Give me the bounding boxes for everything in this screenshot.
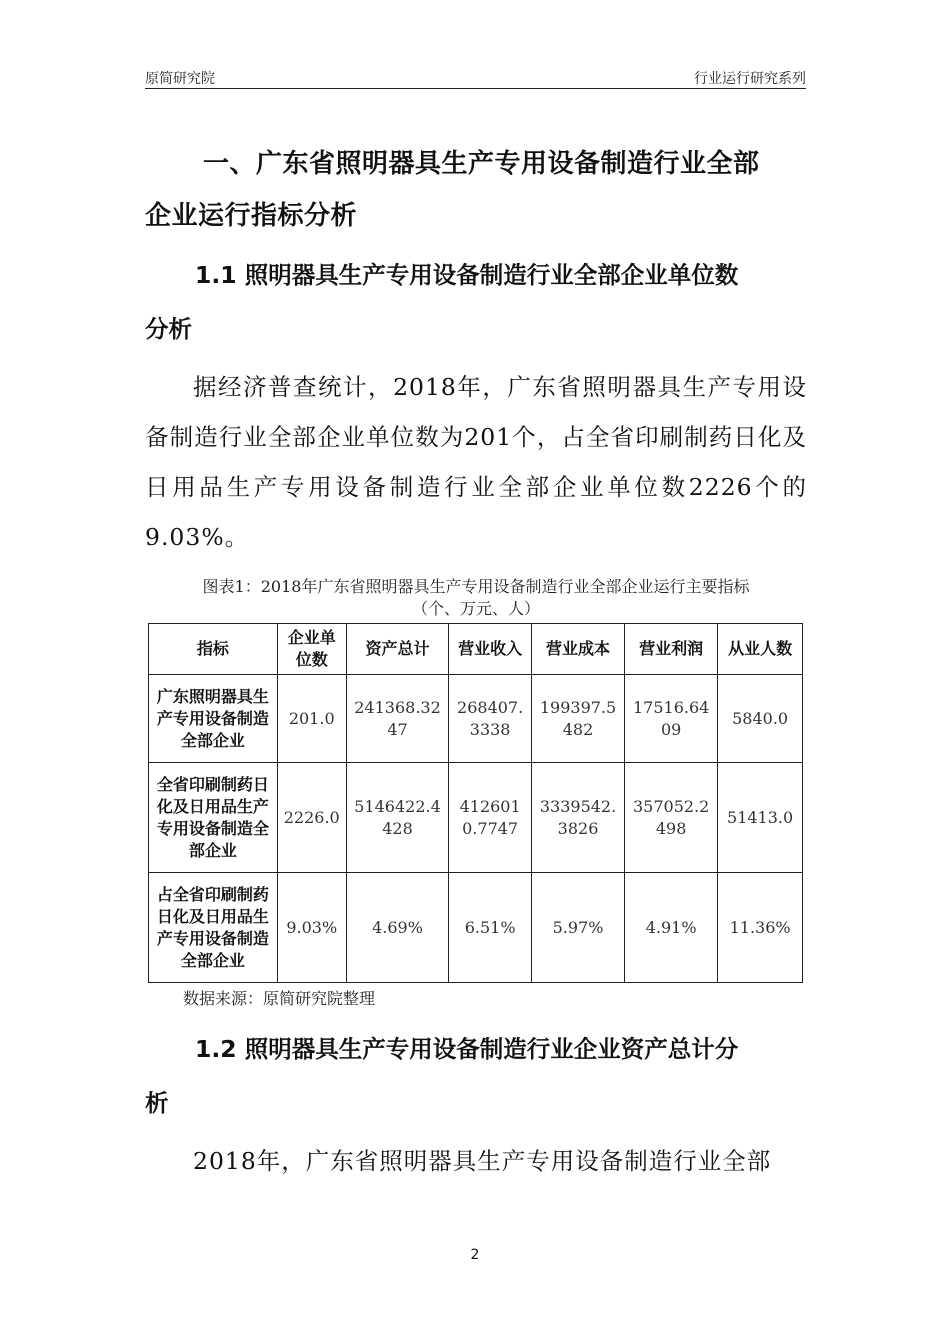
table-cell: 201.0 (277, 675, 346, 763)
table-cell: 4126010.7747 (449, 763, 532, 873)
header-series-name: 行业运行研究系列 (694, 71, 806, 87)
table-header-row (149, 624, 803, 675)
table-cell: 5840.0 (718, 675, 803, 763)
indicator-table (148, 623, 803, 983)
section-1-heading-line-1: 一、广东省照明器具生产专用设备制造行业全部 (203, 149, 760, 179)
table-header-cell: 资产总计 (346, 624, 449, 675)
table-cell: 5146422.4428 (346, 763, 449, 873)
table-cell: 51413.0 (718, 763, 803, 873)
table-header-cell: 从业人数 (718, 624, 803, 675)
table-header-cell: 营业成本 (531, 624, 624, 675)
table-row-label: 全省印刷制药日化及日用品生产专用设备制造全部企业 (149, 763, 278, 873)
table-row-label: 广东照明器具生产专用设备制造全部企业 (149, 675, 278, 763)
section-1-heading-line-2: 企业运行指标分析 (145, 201, 358, 231)
table-cell: 3339542.3826 (531, 763, 624, 873)
table-cell: 268407.3338 (449, 675, 532, 763)
table-header-cell: 指标 (149, 624, 278, 675)
table-cell: 4.91% (625, 873, 718, 983)
table-header-cell: 营业收入 (449, 624, 532, 675)
table-header-cell: 营业利润 (625, 624, 718, 675)
table-caption-units: （个、万元、人） (411, 599, 540, 618)
table-cell: 5.97% (531, 873, 624, 983)
table-cell: 17516.6409 (625, 675, 718, 763)
table-row-label: 占全省印刷制药日化及日用品生产专用设备制造全部企业 (149, 873, 278, 983)
table-row (149, 675, 803, 763)
table-cell: 357052.2498 (625, 763, 718, 873)
table-cell: 4.69% (346, 873, 449, 983)
table-caption: 图表1：2018年广东省照明器具生产专用设备制造行业全部企业运行主要指标 (202, 577, 750, 596)
page-number: 2 (470, 1247, 480, 1263)
header-org-name: 原简研究院 (145, 71, 215, 87)
table-cell: 9.03% (277, 873, 346, 983)
section-1-2-paragraph: 2018年，广东省照明器具生产专用设备制造行业全部 (193, 1147, 772, 1175)
section-1-1-heading-line-1: 1.1 照明器具生产专用设备制造行业全部企业单位数 (195, 261, 739, 289)
table-cell: 2226.0 (277, 763, 346, 873)
table-source-note: 数据来源：原简研究院整理 (183, 989, 376, 1008)
section-1-1-paragraph: 据经济普查统计，2018年，广东省照明器具生产专用设备制造行业全部企业单位数为201个，占全省印刷制药日化及日用品生产专用设备制造行业全部企业单位数2226个的9.03%。 (145, 373, 807, 551)
section-1-2-heading-line-1: 1.2 照明器具生产专用设备制造行业企业资产总计分 (195, 1035, 739, 1063)
header-divider (145, 88, 806, 89)
section-1-1-heading-line-2: 分析 (145, 315, 192, 343)
table-row (149, 873, 803, 983)
table-header-cell: 企业单位数 (277, 624, 346, 675)
table-row (149, 763, 803, 873)
table-cell: 199397.5482 (531, 675, 624, 763)
table-cell: 6.51% (449, 873, 532, 983)
table-cell: 11.36% (718, 873, 803, 983)
table-cell: 241368.3247 (346, 675, 449, 763)
section-1-2-heading-line-2: 析 (145, 1089, 169, 1117)
